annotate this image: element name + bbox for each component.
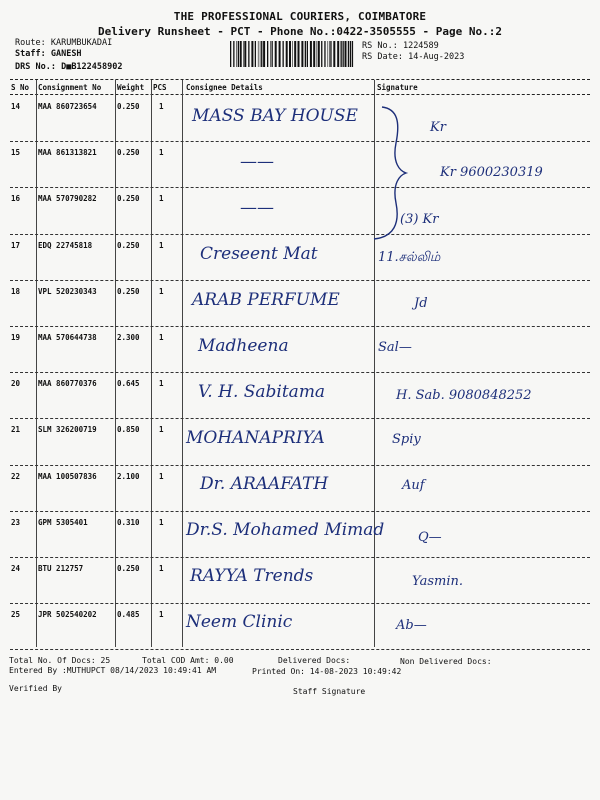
signature-handwriting: Kr — [430, 120, 446, 135]
weight-cell: 0.485 — [117, 610, 140, 620]
sno-cell: 21 — [11, 425, 21, 435]
pcs-cell: 1 — [159, 194, 164, 204]
consignee-handwriting: ARAB PERFUME — [192, 290, 340, 310]
pcs-cell: 1 — [159, 471, 164, 481]
staff-line — [15, 48, 82, 60]
header-bottom-rule — [10, 94, 590, 95]
signature-handwriting: Sal— — [378, 340, 412, 355]
staff-value: GANESH — [50, 49, 82, 59]
signature-handwriting: Q— — [418, 530, 442, 545]
entered-by: Entered By :MUTHUPCT 08/14/2023 10:49:41 AM — [9, 666, 217, 675]
weight-cell: 2.100 — [117, 471, 140, 481]
weight-cell: 2.300 — [117, 333, 140, 342]
signature-handwriting: Kr 9600230319 — [440, 165, 543, 180]
col-consignment: Consignment No — [38, 83, 102, 92]
pcs-cell: 1 — [159, 425, 164, 435]
col-weight: Weight — [117, 83, 145, 92]
signature-handwriting: (3) Kr — [400, 212, 439, 227]
consignment-cell: EDQ 22745818 — [38, 240, 93, 250]
sno-cell: 15 — [11, 148, 21, 158]
consignee-handwriting: —— — [240, 198, 274, 218]
rs-no-label: RS No.: — [362, 41, 398, 51]
col-signature: Signature — [377, 83, 418, 92]
consignment-cell: MAA 861313821 — [38, 148, 97, 158]
total-cod: Total COD Amt: 0.00 — [142, 656, 234, 665]
sno-cell: 23 — [11, 517, 21, 527]
consignee-handwriting: Madheena — [198, 336, 289, 356]
weight-cell: 0.850 — [117, 425, 140, 435]
sno-cell: 14 — [11, 102, 21, 111]
header-top-rule — [10, 79, 590, 80]
signature-handwriting: Ab— — [396, 618, 427, 633]
sno-cell: 18 — [11, 286, 21, 296]
rs-date-line — [362, 51, 464, 63]
delivered-docs: Delivered Docs: — [278, 656, 351, 665]
consignee-handwriting: MASS BAY HOUSE — [192, 106, 358, 126]
non-delivered-docs: Non Delivered Docs: — [400, 657, 492, 666]
pcs-cell: 1 — [159, 240, 164, 250]
pcs-cell: 1 — [159, 333, 164, 342]
consignment-cell: SLM 326200719 — [38, 425, 97, 435]
pcs-cell: 1 — [159, 286, 164, 296]
pcs-cell: 1 — [159, 379, 164, 389]
signature-handwriting: Spiy — [392, 432, 421, 447]
weight-cell: 0.250 — [117, 102, 140, 111]
table-row — [10, 604, 590, 650]
consignee-handwriting: RAYYA Trends — [190, 566, 314, 586]
sno-cell: 19 — [11, 333, 21, 342]
sno-cell: 22 — [11, 471, 21, 481]
weight-cell: 0.250 — [117, 148, 140, 158]
route-value: KARUMBUKADAI — [50, 38, 113, 48]
consignee-handwriting: —— — [240, 152, 274, 172]
consignment-cell: MAA 860770376 — [38, 379, 97, 389]
consignment-cell: JPR 502540202 — [38, 610, 97, 620]
weight-cell: 0.310 — [117, 517, 140, 527]
drs-label: DRS No.: — [15, 62, 56, 72]
signature-handwriting: Auf — [402, 478, 425, 493]
signature-handwriting: Jd — [414, 296, 428, 311]
signature-handwriting: H. Sab. 9080848252 — [396, 388, 532, 403]
col-details: Consignee Details — [186, 83, 263, 92]
consignment-cell: BTU 212757 — [38, 564, 84, 573]
pcs-cell: 1 — [159, 564, 164, 573]
signature-handwriting: 11.சல்லிம் — [378, 250, 441, 265]
table-row — [10, 188, 590, 234]
printed-on: Printed On: 14-08-2023 10:49:42 — [252, 667, 402, 676]
total-docs: Total No. Of Docs: 25 — [9, 656, 111, 665]
consignment-cell: GPM 5305401 — [38, 517, 88, 527]
drs-value: D■B122458902 — [61, 62, 123, 72]
staff-label: Staff: — [15, 49, 46, 59]
company-title: THE PROFESSIONAL COURIERS, COIMBATORE — [173, 10, 427, 23]
pcs-cell: 1 — [159, 517, 164, 527]
grouping-brace-icon — [370, 103, 410, 243]
barcode-image — [230, 41, 354, 67]
weight-cell: 0.250 — [117, 240, 140, 250]
runsheet-subtitle: Delivery Runsheet - PCT - Phone No.:0422-3505555 - Page No.:2 — [98, 25, 502, 38]
weight-cell: 0.250 — [117, 286, 140, 296]
staff-signature: Staff Signature — [293, 687, 366, 696]
signature-handwriting: Yasmin. — [412, 574, 463, 589]
consignment-cell: MAA 860723654 — [38, 102, 97, 111]
consignee-handwriting: Neem Clinic — [186, 612, 293, 632]
route-label: Route: — [15, 38, 46, 48]
sno-cell: 16 — [11, 194, 21, 204]
weight-cell: 0.250 — [117, 564, 140, 573]
weight-cell: 0.250 — [117, 194, 140, 204]
sno-cell: 24 — [11, 564, 21, 573]
pcs-cell: 1 — [159, 610, 164, 620]
consignee-handwriting: Creseent Mat — [200, 244, 318, 264]
rs-no-value: 1224589 — [402, 41, 439, 51]
pcs-cell: 1 — [159, 102, 164, 111]
drs-line — [15, 61, 123, 73]
rs-date-label: RS Date: — [362, 52, 403, 62]
sno-cell: 25 — [11, 610, 21, 620]
rs-date-value: 14-Aug-2023 — [408, 52, 465, 62]
consignment-cell: MAA 570790282 — [38, 194, 97, 204]
verified-by: Verified By — [9, 684, 62, 693]
sno-cell: 20 — [11, 379, 21, 389]
consignment-cell: MAA 100507836 — [38, 471, 97, 481]
consignee-handwriting: Dr. ARAAFATH — [200, 474, 329, 494]
consignee-handwriting: Dr.S. Mohamed Mimad — [186, 520, 385, 540]
consignee-handwriting: MOHANAPRIYA — [186, 428, 325, 448]
weight-cell: 0.645 — [117, 379, 140, 389]
pcs-cell: 1 — [159, 148, 164, 158]
consignment-cell: MAA 570644738 — [38, 333, 97, 342]
table-row — [10, 327, 590, 373]
row-divider — [10, 649, 590, 650]
sno-cell: 17 — [11, 240, 21, 250]
col-pcs: PCS — [153, 83, 167, 92]
consignment-cell: VPL 520230343 — [38, 286, 97, 296]
consignee-handwriting: V. H. Sabitama — [198, 382, 326, 402]
col-sno: S No — [11, 83, 30, 92]
